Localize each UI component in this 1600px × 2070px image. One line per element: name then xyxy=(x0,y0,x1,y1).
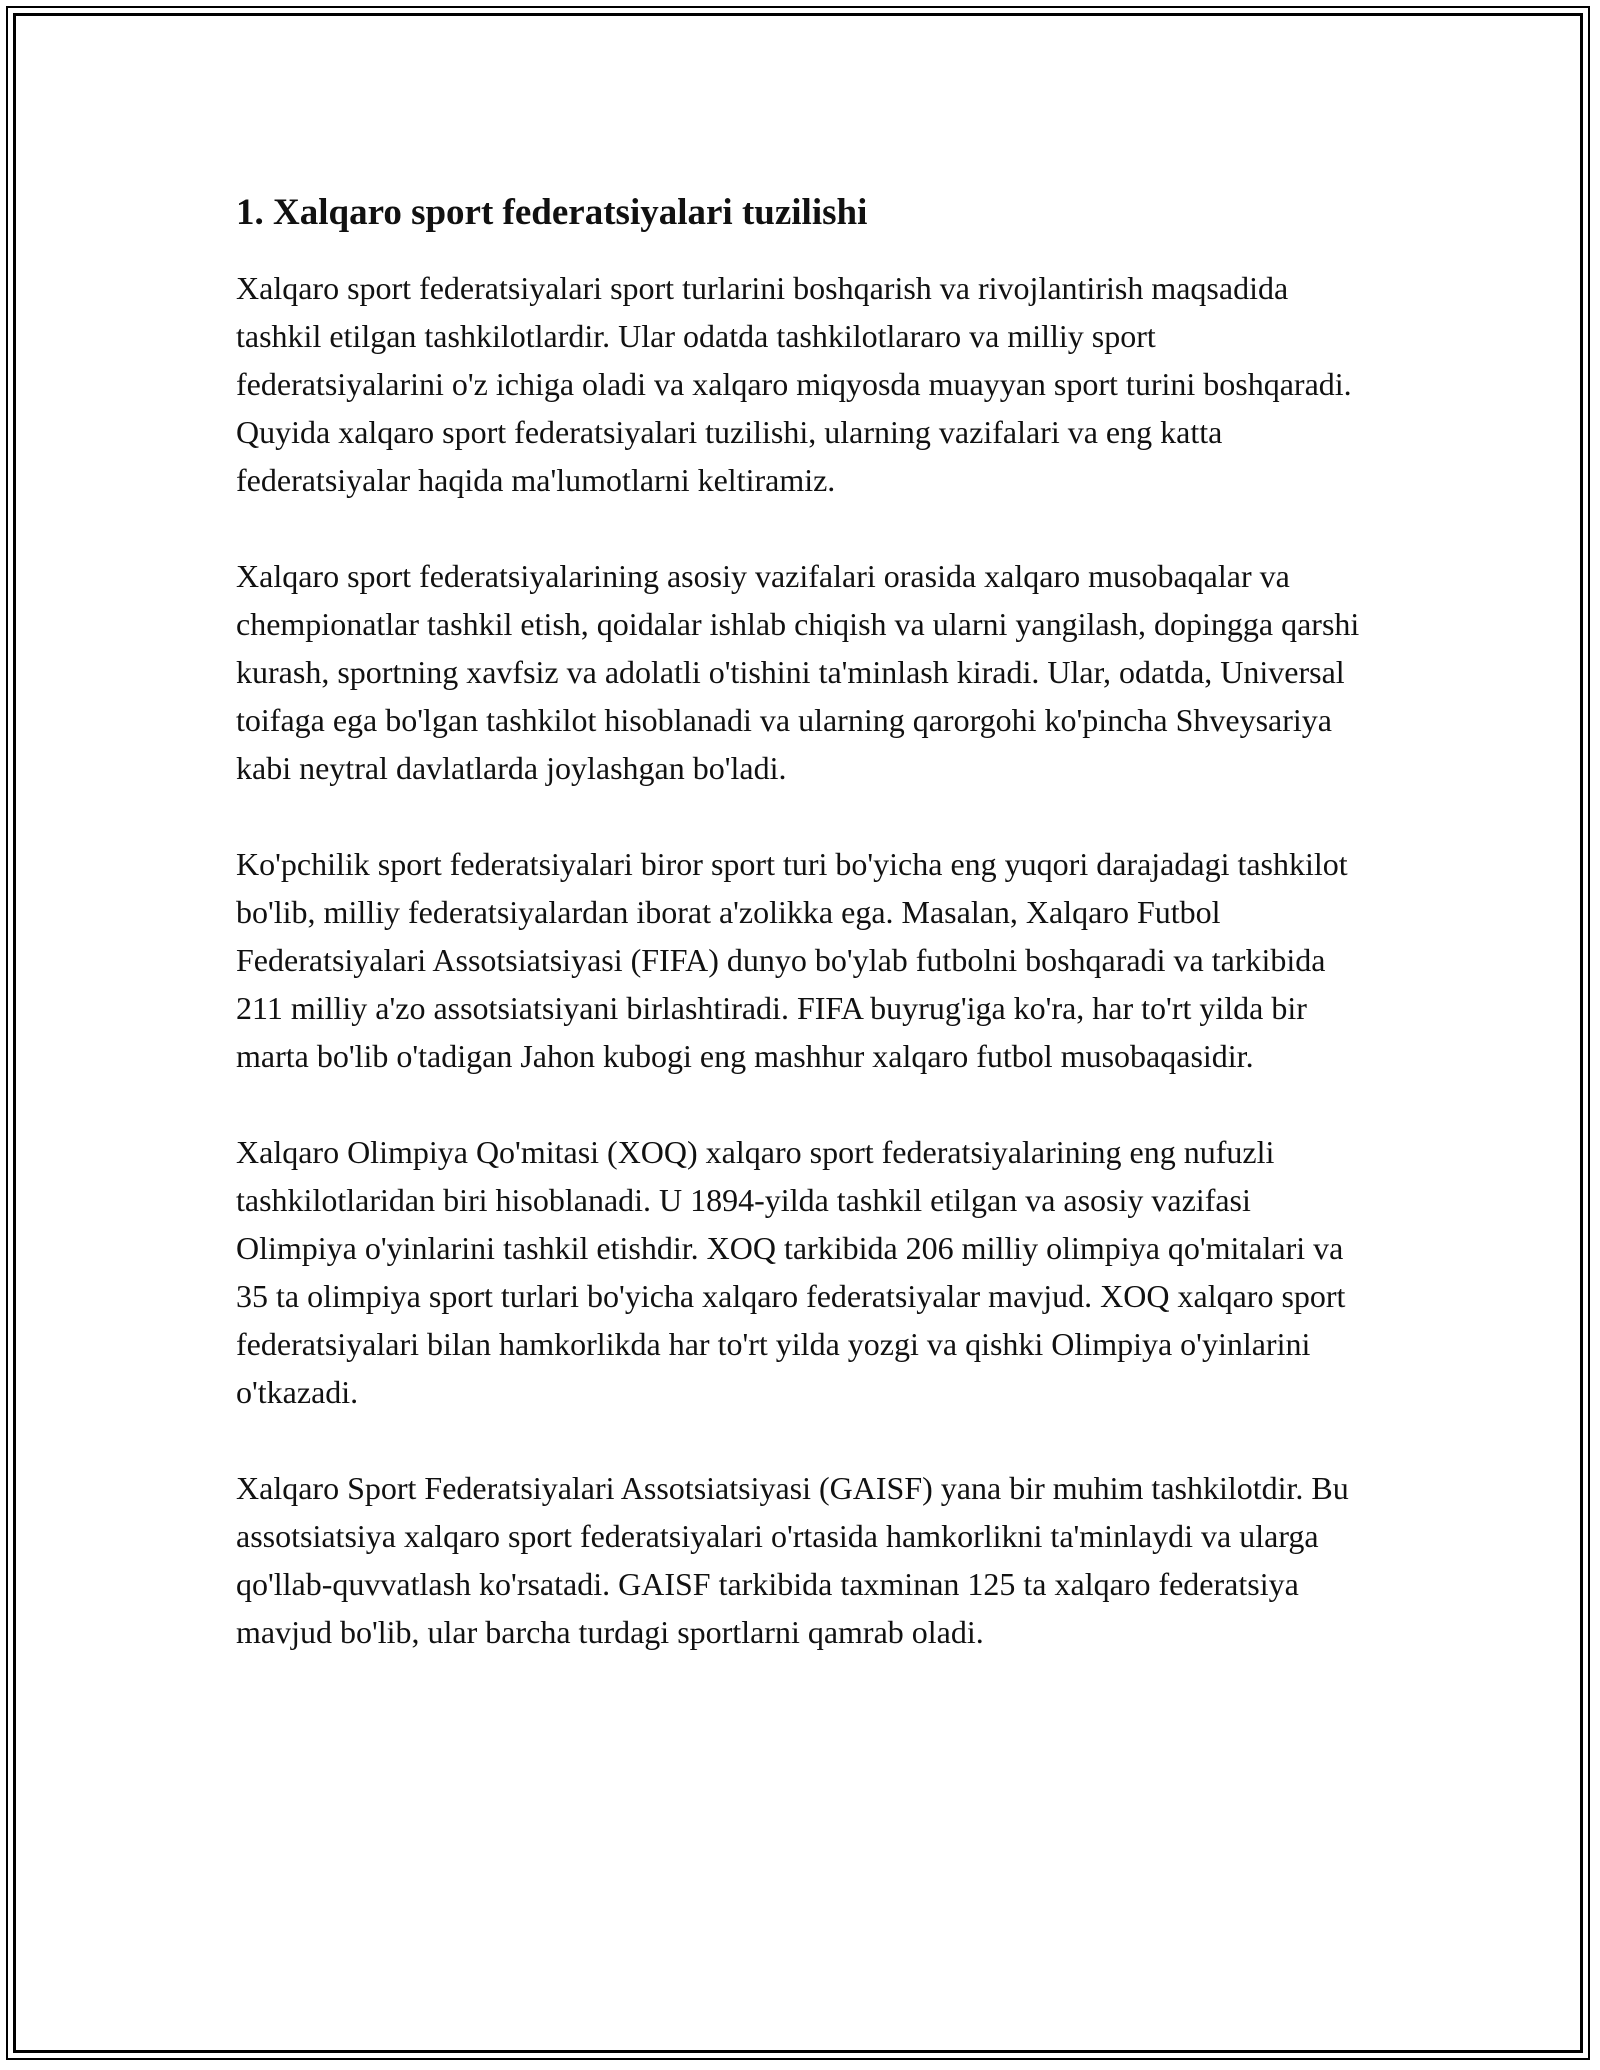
document-body xyxy=(236,190,1366,1656)
paragraph-1: Xalqaro sport federatsiyalari sport turlarini boshqarish va rivojlantirish maqsadida tashkil etilgan tashkilotlardir. Ular odatda tashkilotlararo va milliy sport federatsiyalarini o'z ichiga oladi va xalqaro miqyosda muayyan sport turini boshqaradi. Quyida xalqaro sport federatsiyalari tuzilishi, ularning vazifalari va eng katta federatsiyalar haqida ma'lumotlarni keltiramiz. xyxy=(236,270,1352,498)
paragraph-3: Ko'pchilik sport federatsiyalari biror sport turi bo'yicha eng yuqori darajadagi tashkilot bo'lib, milliy federatsiyalardan iborat a'zolikka ega. Masalan, Xalqaro Futbol Federatsiyalari Assotsiatsiyasi (FIFA) dunyo bo'ylab futbolni boshqaradi va tarkibida 211 milliy a'zo assotsiatsiyani birlashtiradi. FIFA buyrug'iga ko'ra, har to'rt yilda bir marta bo'lib o'tadigan Jahon kubogi eng mashhur xalqaro futbol musobaqasidir. xyxy=(236,846,1348,1074)
paragraph-5: Xalqaro Sport Federatsiyalari Assotsiatsiyasi (GAISF) yana bir muhim tashkilotdir. Bu assotsiatsiya xalqaro sport federatsiyalari o'rtasida hamkorlikni ta'minlaydi va ularga qo'llab-quvvatlash ko'rsatadi. GAISF tarkibida taxminan 125 ta xalqaro federatsiya mavjud bo'lib, ular barcha turdagi sportlarni qamrab oladi. xyxy=(236,1470,1349,1650)
section-heading: 1. Xalqaro sport federatsiyalari tuzilishi xyxy=(236,192,868,233)
paragraph-4: Xalqaro Olimpiya Qo'mitasi (XOQ) xalqaro sport federatsiyalarining eng nufuzli tashkilotlaridan biri hisoblanadi. U 1894-yilda tashkil etilgan va asosiy vazifasi Olimpiya o'yinlarini tashkil etishdir. XOQ tarkibida 206 milliy olimpiya qo'mitalari va 35 ta olimpiya sport turlari bo'yicha xalqaro federatsiyalar mavjud. XOQ xalqaro sport federatsiyalari bilan hamkorlikda har to'rt yilda yozgi va qishki Olimpiya o'yinlarini o'tkazadi. xyxy=(236,1134,1346,1410)
paragraph-2: Xalqaro sport federatsiyalarining asosiy vazifalari orasida xalqaro musobaqalar va chempionatlar tashkil etish, qoidalar ishlab chiqish va ularni yangilash, dopingga qarshi kurash, sportning xavfsiz va adolatli o'tishini ta'minlash kiradi. Ular, odatda, Universal toifaga ega bo'lgan tashkilot hisoblanadi va ularning qarorgohi ko'pincha Shveysariya kabi neytral davlatlarda joylashgan bo'ladi. xyxy=(236,558,1360,786)
